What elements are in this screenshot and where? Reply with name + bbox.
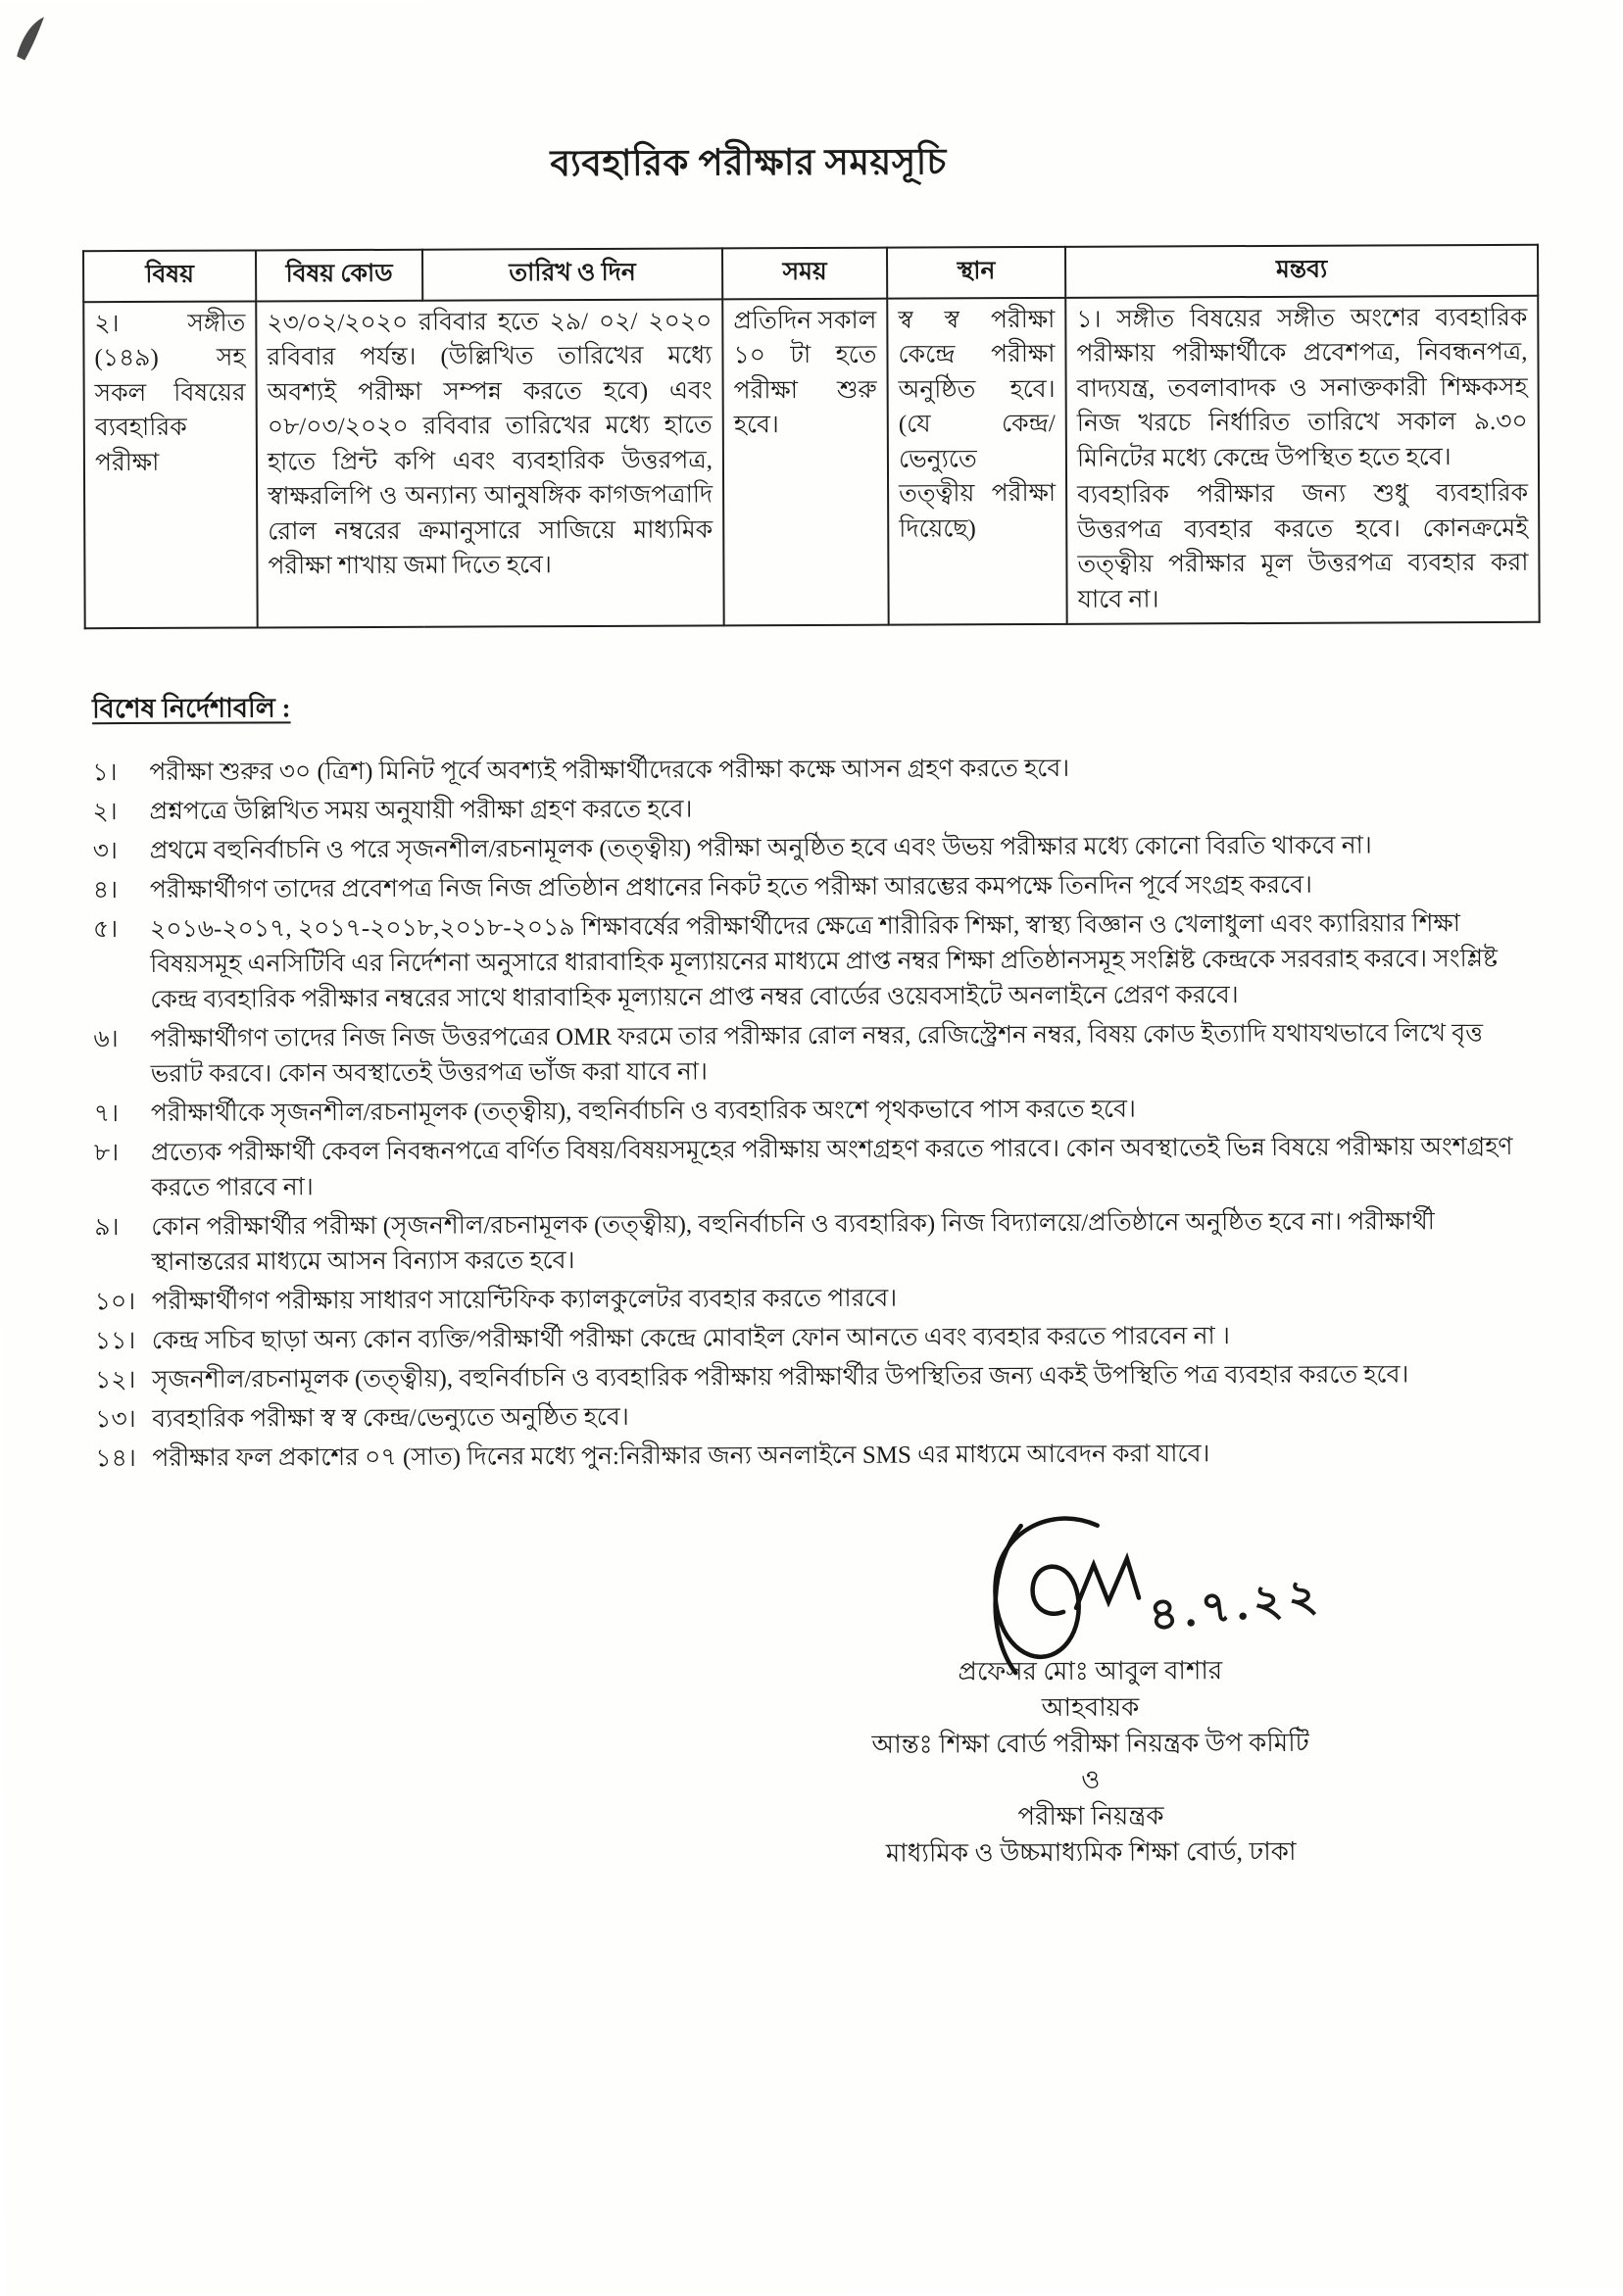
page-title: ব্যবহারিক পরীক্ষার সময়সূচি xyxy=(550,142,947,185)
instruction-item xyxy=(94,1204,1535,1281)
table-header-row xyxy=(83,245,1538,302)
instruction-item xyxy=(94,1130,1535,1206)
instruction-text: সৃজনশীল/রচনামূলক (তত্ত্বীয়), বহুনির্বাচনি ও ব্যবহারিক পরীক্ষায় পরীক্ষার্থীর উপস্থিতির জন্য একই উপস্থিতি পত্র ব্যবহার করতে হবে। xyxy=(151,1361,1409,1393)
instruction-number: ১। xyxy=(92,759,118,787)
signatory-conjunction: ও xyxy=(1081,1765,1101,1794)
signatory-board: মাধ্যমিক ও উচ্চমাধ্যমিক শিক্ষা বোর্ড, ঢাকা xyxy=(885,1836,1297,1868)
instruction-text: পরীক্ষার্থীগণ তাদের প্রবেশপত্র নিজ নিজ প্রতিষ্ঠান প্রধানের নিকট হতে পরীক্ষা আরম্ভের কমপক্ষে তিনদিন পূর্বে সংগ্রহ করবে। xyxy=(149,871,1312,904)
signature-date: ৪.৭.২২ xyxy=(1146,1569,1326,1641)
instruction-number: ৮। xyxy=(93,1140,120,1167)
instruction-number: ১২। xyxy=(94,1367,136,1394)
instruction-text: প্রত্যেক পরীক্ষার্থী কেবল নিবন্ধনপত্রে বর্ণিত বিষয়/বিষয়সমূহের পরীক্ষায় অংশগ্রহণ করতে পারবে। কোন অবস্থাতেই ভিন্ন বিষয়ে পরীক্ষায় অংশগ্রহণ করতে পারবে না। xyxy=(150,1133,1513,1201)
instruction-number: ১৩। xyxy=(95,1406,136,1434)
instruction-text: ব্যবহারিক পরীক্ষা স্ব স্ব কেন্দ্র/ভেন্যুতে অনুষ্ঠিত হবে। xyxy=(152,1403,629,1433)
scan-smudge-mark xyxy=(11,13,56,64)
instruction-number: ৭। xyxy=(93,1100,120,1128)
cell-subject: ২। সঙ্গীত (১৪৯) সহ সকল বিষয়ের ব্যবহারিক পরীক্ষা xyxy=(83,301,257,628)
instruction-item xyxy=(92,789,1533,830)
instruction-number: ৫। xyxy=(92,916,119,944)
col-header-subject-code: বিষয় কোড xyxy=(256,250,422,301)
signatory-committee: আন্তঃ শিক্ষা বোর্ড পরীক্ষা নিয়ন্ত্রক উপ কমিটি xyxy=(871,1728,1309,1759)
instruction-item xyxy=(93,1016,1534,1093)
instructions-list xyxy=(92,750,1536,1481)
table-row xyxy=(83,295,1539,628)
instruction-number: ৪। xyxy=(92,877,119,904)
remarks-paragraph-1: ১। সঙ্গীত বিষয়ের সঙ্গীত অংশের ব্যবহারিক পরীক্ষায় পরীক্ষার্থীকে প্রবেশপত্র, নিবন্ধনপত্র, বাদ্যযন্ত্র, তবলাবাদক ও সনাক্তকারী শিক্ষকসহ নিজ খরচে নির্ধারিত তারিখে সকাল ৯.৩০ মিনিটের মধ্যে কেন্দ্রে উপস্থিত হতে হবে। xyxy=(1076,304,1528,472)
signatory-role-controller: পরীক্ষা নিয়ন্ত্রক xyxy=(1017,1801,1164,1832)
instruction-number: ৬। xyxy=(93,1026,119,1053)
col-header-place: স্থান xyxy=(887,247,1065,298)
instruction-number: ১০। xyxy=(94,1289,136,1316)
instruction-item xyxy=(95,1357,1536,1398)
instruction-item xyxy=(95,1436,1536,1477)
instruction-text: প্রথমে বহুনির্বাচনি ও পরে সৃজনশীল/রচনামূলক (তত্ত্বীয়) পরীক্ষা অনুষ্ঠিত হবে এবং উভয় পরীক্ষার মধ্যে কোনো বিরতি থাকবে না। xyxy=(149,832,1372,864)
instruction-text: ২০১৬-২০১৭, ২০১৭-২০১৮,২০১৮-২০১৯ শিক্ষাবর্ষের পরীক্ষার্থীদের ক্ষেত্রে শারীরিক শিক্ষা, স্বাস্থ্য বিজ্ঞান ও খেলাধুলা এবং ক্যারিয়ার শিক্ষা বিষয়সমূহ এনসিটিবি এর নির্দেশনা অনুসারে ধারাবাহিক মূল্যায়নের মাধ্যমে প্রাপ্ত নম্বর শিক্ষা প্রতিষ্ঠানসমূহ সংশ্লিষ্ট কেন্দ্রকে সরবরাহ করবে। সংশ্লিষ্ট কেন্দ্র ব্যবহারিক পরীক্ষার নম্বরের সাথে ধারাবাহিক মূল্যায়নে প্রাপ্ত নম্বর বোর্ডের ওয়েবসাইটে অনলাইনে প্রেরণ করবে। xyxy=(149,910,1499,1013)
instruction-item xyxy=(93,828,1534,869)
instruction-number: ১১। xyxy=(94,1328,136,1355)
instruction-item xyxy=(95,1318,1536,1359)
instruction-item xyxy=(93,906,1534,1018)
instruction-text: পরীক্ষা শুরুর ৩০ (ত্রিশ) মিনিট পূর্বে অবশ্যই পরীক্ষার্থীদেরকে পরীক্ষা কক্ষে আসন গ্রহণ করতে হবে। xyxy=(149,755,1070,786)
cell-place: স্ব স্ব পরীক্ষা কেন্দ্রে পরীক্ষা অনুষ্ঠিত হবে। (যে কেন্দ্র/ভেন্যুতে তত্ত্বীয় পরীক্ষা দিয়েছে) xyxy=(887,297,1066,624)
instruction-text: পরীক্ষার্থীগণ তাদের নিজ নিজ উত্তরপত্রের OMR ফরমে তার পরীক্ষার রোল নম্বর, রেজিস্ট্রেশন নম্বর, বিষয় কোড ইত্যাদি যথাযথভাবে লিখে বৃত্ত ভরাট করবে। কোন অবস্থাতেই উত্তরপত্র ভাঁজ করা যাবে না। xyxy=(150,1020,1484,1088)
col-header-date-day: তারিখ ও দিন xyxy=(422,248,722,300)
instruction-text: পরীক্ষার ফল প্রকাশের ০৭ (সাত) দিনের মধ্যে পুন:নিরীক্ষার জন্য অনলাইনে SMS এর মাধ্যমে আবেদন করা যাবে। xyxy=(152,1441,1210,1472)
signatory-role-convener: আহবায়ক xyxy=(1041,1692,1140,1722)
instruction-number: ৯। xyxy=(94,1214,120,1242)
instructions-heading: বিশেষ নির্দেশাবলি : xyxy=(91,693,291,724)
instruction-text: কোন পরীক্ষার্থীর পরীক্ষা (সৃজনশীল/রচনামূলক (তত্ত্বীয়), বহুনির্বাচনি ও ব্যবহারিক) নিজ বিদ্যালয়ে/প্রতিষ্ঠানে অনুষ্ঠিত হবে না। পরীক্ষার্থী স্থানান্তরের মাধ্যমে আসন বিন্যাস করতে হবে। xyxy=(151,1208,1435,1276)
col-header-subject: বিষয় xyxy=(83,250,256,301)
instruction-item xyxy=(92,750,1533,791)
instruction-number: ১৪। xyxy=(95,1445,136,1473)
col-header-time: সময় xyxy=(722,248,887,299)
schedule-table xyxy=(82,244,1541,629)
cell-remarks xyxy=(1065,295,1539,624)
col-header-remarks: মন্তব্য xyxy=(1065,245,1538,298)
cell-time: প্রতিদিন সকাল ১০ টা হতে পরীক্ষা শুরু হবে। xyxy=(722,298,888,625)
instruction-text: কেন্দ্র সচিব ছাড়া অন্য কোন ব্যক্তি/পরীক্ষার্থী পরীক্ষা কেন্দ্রে মোবাইল ফোন আনতে এবং ব্যবহার করতে পারবেন না । xyxy=(151,1323,1230,1354)
signatory-block xyxy=(757,1651,1424,1872)
instruction-item xyxy=(95,1279,1536,1320)
signatory-name: প্রফেসর মোঃ আবুল বাশার xyxy=(958,1656,1223,1686)
cell-date-day: ২৩/০২/২০২০ রবিবার হতে ২৯/ ০২/ ২০২০ রবিবার পর্যন্ত। (উল্লিখিত তারিখের মধ্যে অবশ্যই পরীক্ষা সম্পন্ন করতে হবে) এবং ০৮/০৩/২০২০ রবিবার তারিখের মধ্যে হাতে হাতে প্রিন্ট কপি এবং ব্যবহারিক উত্তরপত্র, স্বাক্ষরলিপি ও অন্যান্য আনুষঙ্গিক কাগজপত্রাদি রোল নম্বরের ক্রমানুসারে সাজিয়ে মাধ্যমিক পরীক্ষা শাখায় জমা দিতে হবে। xyxy=(256,299,723,628)
instruction-text: পরীক্ষার্থীগণ পরীক্ষায় সাধারণ সায়েন্টিফিক ক্যালকুলেটর ব্যবহার করতে পারবে। xyxy=(151,1285,898,1315)
instruction-number: ২। xyxy=(92,799,118,826)
instruction-number: ৩। xyxy=(92,838,118,865)
instruction-item xyxy=(94,1091,1535,1132)
instruction-text: পরীক্ষার্থীকে সৃজনশীল/রচনামূলক (তত্ত্বীয়), বহুনির্বাচনি ও ব্যবহারিক অংশে পৃথকভাবে পাস করতে হবে। xyxy=(150,1096,1136,1127)
instruction-text: প্রশ্নপত্রে উল্লিখিত সময় অনুযায়ী পরীক্ষা গ্রহণ করতে হবে। xyxy=(149,796,693,825)
remarks-paragraph-2: ব্যবহারিক পরীক্ষার জন্য শুধু ব্যবহারিক উত্তরপত্র ব্যবহার করতে হবে। কোনক্রমেই তত্ত্বীয় পরীক্ষার মূল উত্তরপত্র ব্যবহার করা যাবে না। xyxy=(1077,479,1529,613)
instruction-item xyxy=(95,1396,1536,1438)
instruction-item xyxy=(93,867,1534,908)
